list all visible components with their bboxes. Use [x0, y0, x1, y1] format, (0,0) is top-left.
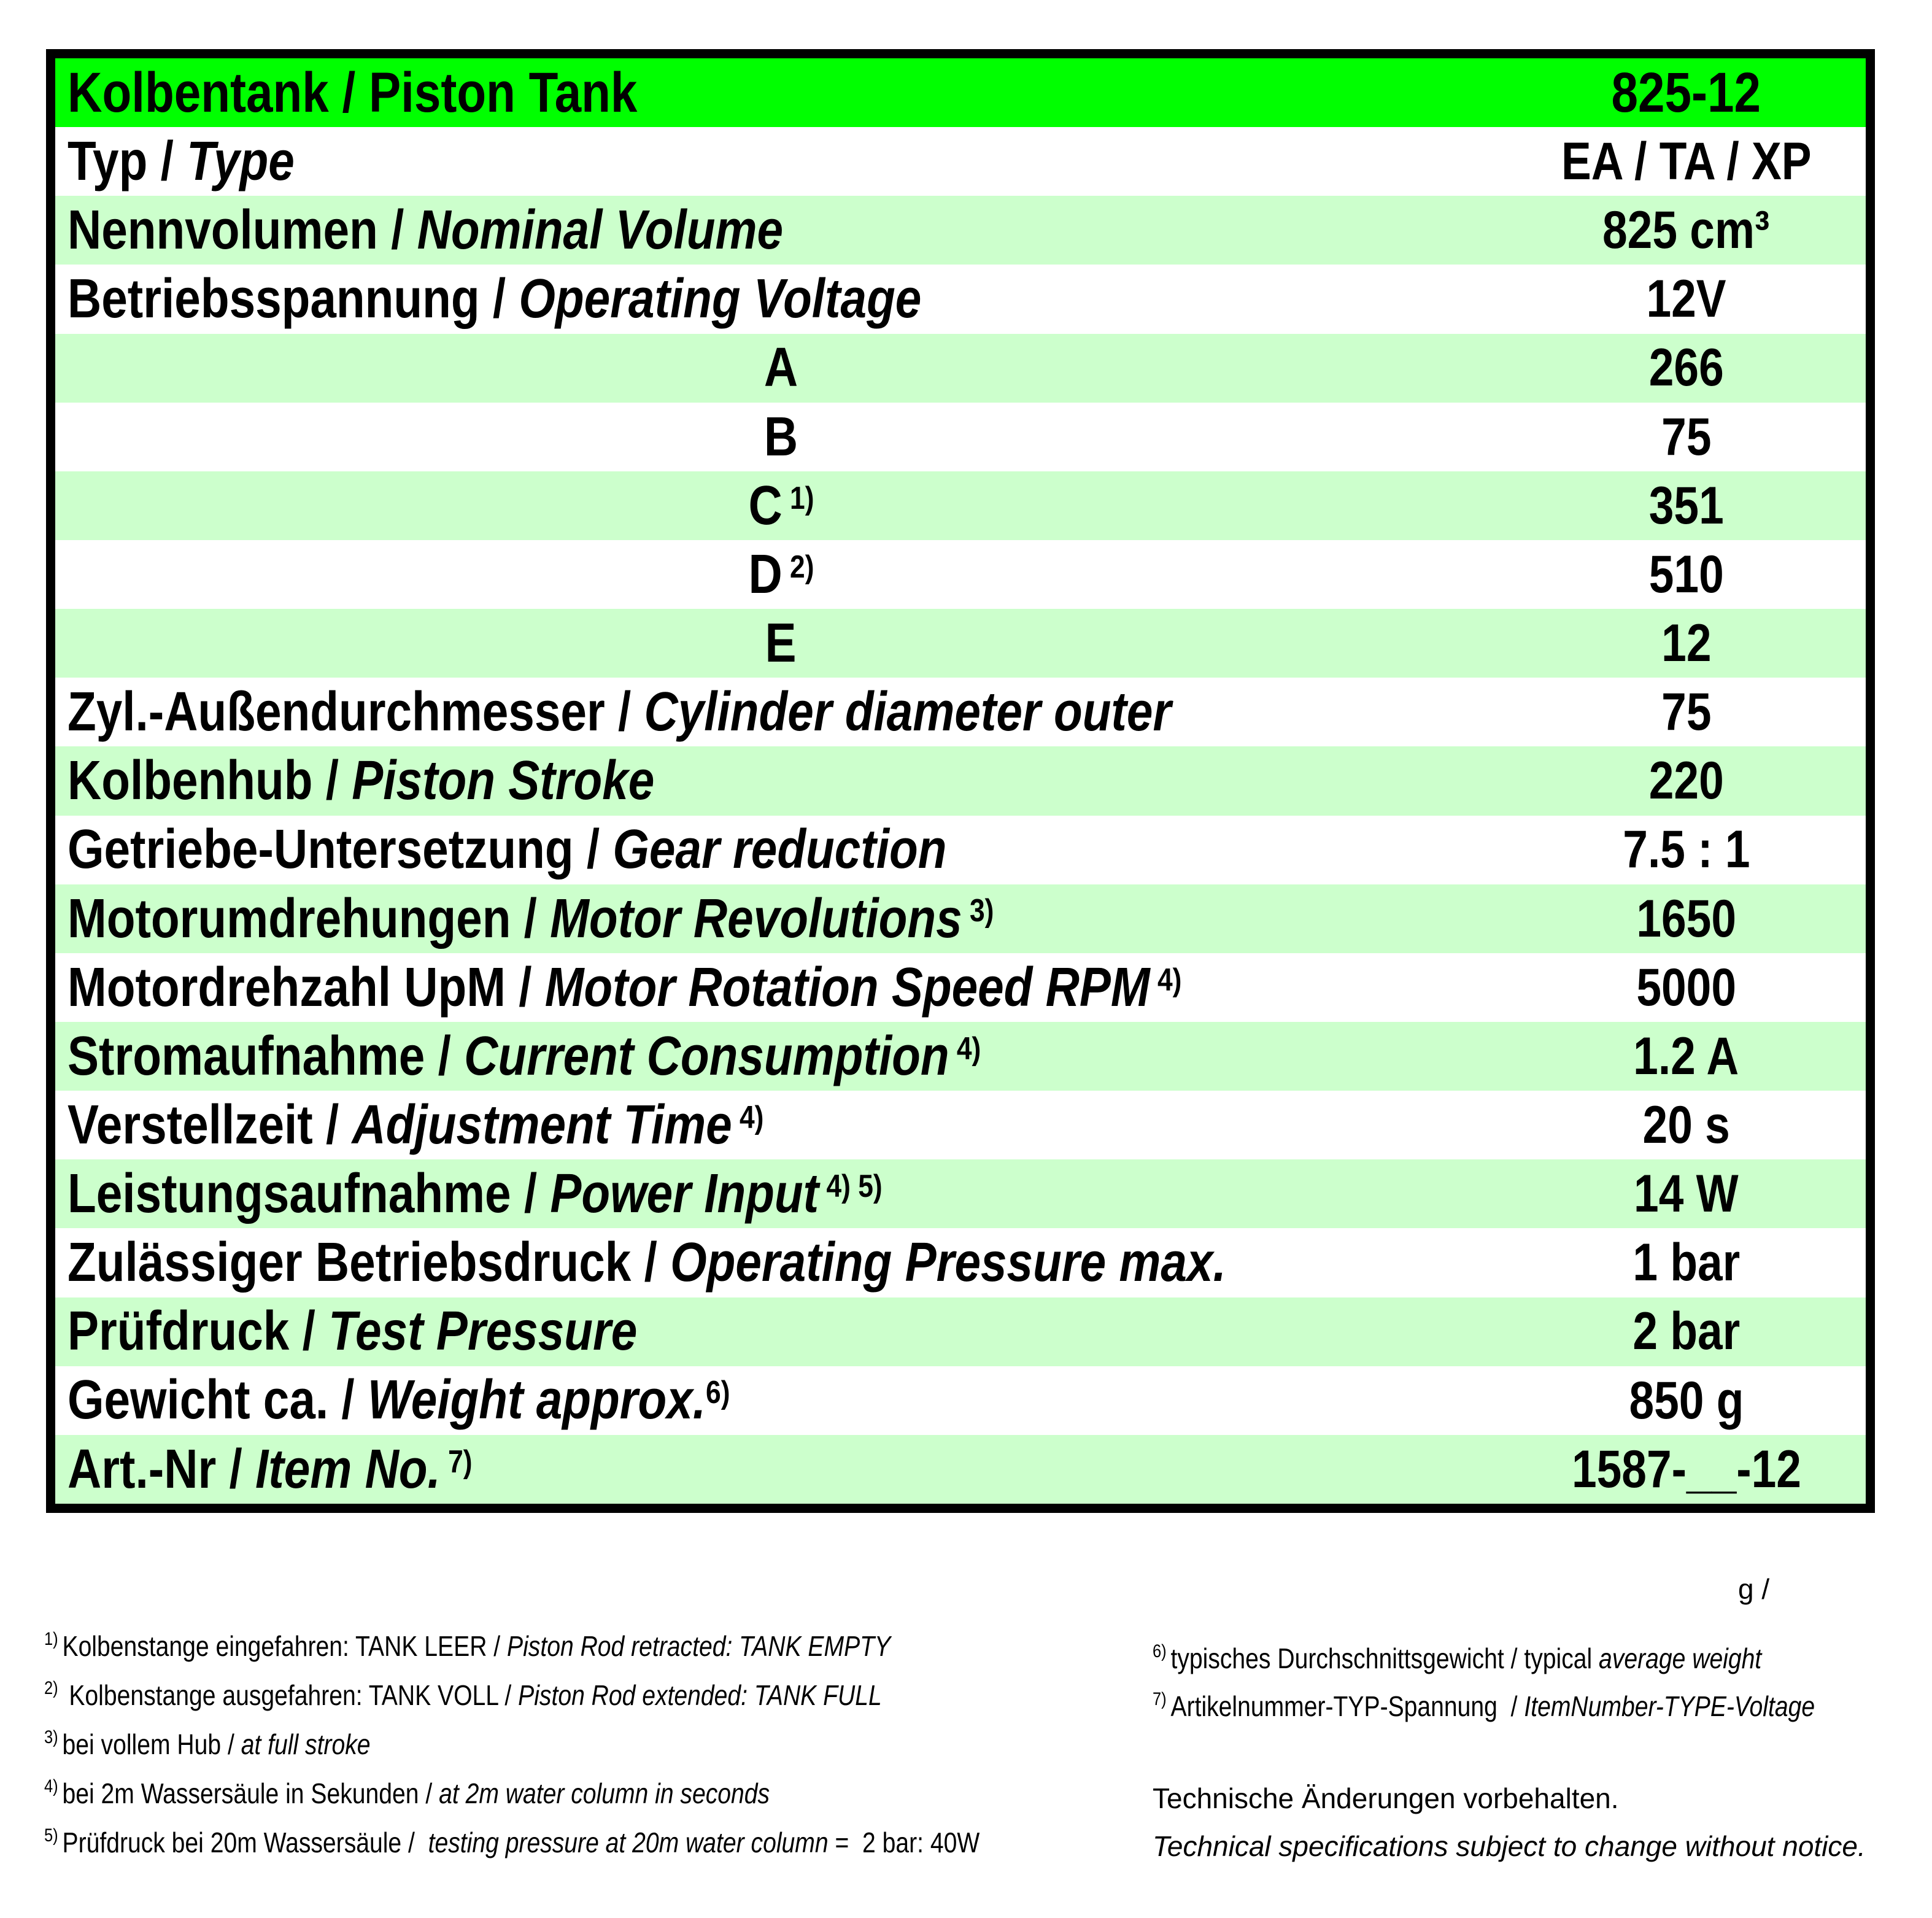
row-label-separator: / [479, 268, 519, 330]
row-value-text: 1587-__-12 [1571, 1439, 1801, 1499]
row-label-en: Operating Voltage [519, 268, 922, 330]
row-value [1507, 338, 1866, 398]
row-value-text: EA / TA / XP [1561, 132, 1812, 191]
row-label-de: A [763, 337, 798, 399]
footnotes-right [1153, 1640, 1926, 1736]
row-label-en: Type [187, 130, 295, 192]
row-label [55, 1302, 1507, 1361]
row-label [55, 270, 1507, 328]
row-label-de: Prüfdruck [68, 1301, 290, 1363]
row-value [1507, 134, 1866, 189]
row-value-text: 75 [1661, 407, 1712, 466]
table-row [55, 678, 1866, 746]
row-label-separator: / [312, 750, 352, 812]
footnote-marker: 4) [44, 1776, 58, 1796]
row-footnote-ref: 4) [1150, 962, 1182, 998]
row-footnote-ref: 7) [440, 1444, 473, 1480]
row-label [55, 752, 1507, 810]
table-row [55, 265, 1866, 333]
row-label-en: Test Pressure [328, 1301, 638, 1363]
row-value-text: 5000 [1636, 957, 1736, 1017]
row-value-text: 12 [1661, 614, 1712, 673]
footnote-text-italic: testing pressure at 20m water column [421, 1827, 829, 1858]
footnote-marker: 1) [44, 1629, 58, 1649]
page-title: Kolbentank / Piston Tank [68, 61, 638, 124]
row-value-text: 75 [1661, 683, 1712, 742]
row-label-de: Zulässiger Betriebsdruck [68, 1232, 632, 1294]
row-label-de: Kolbenhub [68, 750, 313, 812]
row-value [1507, 751, 1866, 811]
row-label-de: Leistungsaufnahme [68, 1163, 511, 1225]
table-row [55, 816, 1866, 884]
footnote-text-italic: Piston Rod retracted: TANK EMPTY [507, 1630, 891, 1662]
row-value [1507, 1164, 1866, 1224]
row-footnote-ref: 6) [706, 1375, 730, 1411]
row-label-separator: / [216, 1438, 256, 1500]
row-value [1507, 271, 1866, 327]
table-row [55, 1228, 1866, 1297]
footnote-marker: 2) [44, 1678, 58, 1698]
row-label-separator: / [573, 819, 613, 881]
row-label-en: Motor Revolutions [550, 887, 962, 949]
row-label [55, 408, 1507, 466]
table-row [55, 1022, 1866, 1091]
change-notice-de: Technische Änderungen vorbehalten. [1153, 1782, 1619, 1814]
row-value [1507, 957, 1866, 1017]
footnote-text: Kolbenstange eingefahren: TANK LEER / [62, 1630, 508, 1662]
row-label-de: B [763, 406, 798, 468]
row-label-de: C [748, 474, 782, 536]
table-row [55, 1435, 1866, 1504]
table-row [55, 746, 1866, 815]
row-value [1507, 544, 1866, 604]
row-label-de: Getriebe-Untersetzung [68, 819, 574, 881]
footnote-marker: 5) [44, 1825, 58, 1846]
row-label-en: Adjustment Time [352, 1094, 732, 1156]
footnote-marker: 6) [1153, 1641, 1167, 1661]
row-label-separator: / [289, 1301, 329, 1363]
table-row [55, 334, 1866, 403]
clipped-text: g / [1738, 1573, 1770, 1605]
footnote-text: Kolbenstange ausgefahren: TANK VOLL / [62, 1679, 519, 1711]
row-footnote-ref: 3) [962, 893, 994, 929]
row-footnote-ref: 4) 5) [819, 1169, 883, 1205]
row-label [55, 1027, 1507, 1086]
row-label [55, 1096, 1507, 1154]
row-footnote-ref: 2) [782, 549, 814, 585]
footnotes-left [44, 1628, 1038, 1873]
footnote-line [44, 1677, 1038, 1726]
row-label-en: Item No. [255, 1438, 441, 1500]
row-value [1507, 684, 1866, 740]
row-value-text: 1.2 A [1633, 1026, 1739, 1086]
footnote-line [44, 1824, 1038, 1873]
row-label [55, 201, 1507, 260]
row-value-text: 351 [1648, 476, 1724, 535]
footnote-marker: 3) [44, 1727, 58, 1747]
clipped-text-fragment [1738, 1573, 1842, 1611]
row-label-separator: / [377, 199, 417, 261]
footnote-line [1153, 1688, 1926, 1736]
row-value-text: 7.5 : 1 [1622, 820, 1750, 880]
row-value [1507, 1304, 1866, 1359]
row-value [1507, 1026, 1866, 1086]
table-row [55, 127, 1866, 196]
row-value [1507, 1439, 1866, 1499]
row-value-text: 14 W [1634, 1164, 1739, 1224]
row-label-en: Power Input [550, 1163, 819, 1225]
change-notice [1153, 1783, 1866, 1879]
row-label [55, 130, 1507, 192]
row-value-text: 266 [1648, 338, 1724, 398]
footnote-text: Artikelnummer-TYP-Spannung / [1170, 1690, 1524, 1722]
row-label-de: Motordrehzahl UpM [68, 956, 506, 1018]
footnote-text-italic: at full stroke [241, 1728, 371, 1760]
row-footnote-ref: 1) [782, 480, 814, 516]
row-label-de: E [765, 612, 797, 674]
row-label [55, 614, 1507, 673]
footnote-line [44, 1726, 1038, 1775]
row-value-text: 825 cm³ [1602, 201, 1770, 260]
row-value-text: 1 bar [1633, 1233, 1740, 1293]
footnote-text-italic: Piston Rod extended: TANK FULL [518, 1679, 882, 1711]
row-value [1507, 891, 1866, 946]
table-row [55, 1366, 1866, 1435]
table-row [55, 471, 1866, 540]
table-row [55, 609, 1866, 678]
row-value [1507, 820, 1866, 880]
table-header-model-cell [1507, 63, 1866, 123]
row-label [55, 956, 1507, 1018]
row-value [1507, 1233, 1866, 1293]
footnote-text-italic: average weight [1599, 1642, 1762, 1674]
row-value [1507, 1097, 1866, 1153]
footnote-text: Prüfdruck bei 20m Wassersäule / [62, 1827, 422, 1858]
row-label [55, 474, 1507, 536]
row-value [1507, 616, 1866, 671]
row-label-en: Weight approx. [367, 1369, 706, 1431]
row-label-de: Typ [68, 130, 148, 192]
row-label-de: Nennvolumen [68, 199, 378, 261]
row-label [55, 1440, 1507, 1499]
row-label [55, 887, 1507, 949]
row-value-text: 220 [1648, 751, 1724, 811]
footnote-text: bei vollem Hub / [62, 1728, 241, 1760]
row-label-separator: / [605, 681, 644, 743]
row-label-separator: / [511, 1163, 551, 1225]
row-label [55, 1371, 1507, 1429]
row-value [1507, 478, 1866, 533]
table-row [55, 953, 1866, 1022]
row-label-de: D [748, 543, 782, 605]
change-notice-en: Technical specifications subject to change without notice. [1153, 1830, 1866, 1862]
row-value-text: 2 bar [1633, 1302, 1740, 1361]
row-value-text: 20 s [1642, 1096, 1730, 1155]
footnote-line [44, 1775, 1038, 1824]
row-label-en: Piston Stroke [352, 750, 655, 812]
footnote-text: typisches Durchschnittsgewicht / typical [1170, 1642, 1599, 1674]
table-row [55, 196, 1866, 265]
footnote-text-italic: at 2m water column in seconds [439, 1777, 770, 1809]
table-row [55, 403, 1866, 471]
table-row [55, 540, 1866, 609]
footnote-text: bei 2m Wassersäule in Sekunden / [62, 1777, 439, 1809]
row-label [55, 683, 1507, 741]
model-number: 825-12 [1611, 61, 1761, 124]
row-label-de: Gewicht ca. [68, 1369, 329, 1431]
row-label [55, 821, 1507, 879]
footnote-text-tail: = 2 bar: 40W [828, 1827, 980, 1858]
row-label-separator: / [328, 1369, 368, 1431]
row-label-de: Art.-Nr [68, 1438, 217, 1500]
row-label-en: Current Consumption [464, 1025, 949, 1087]
footnote-marker: 7) [1153, 1689, 1167, 1709]
row-footnote-ref: 4) [949, 1031, 981, 1067]
row-label-separator: / [147, 130, 187, 192]
row-value-text: 1650 [1636, 889, 1736, 948]
table-row [55, 1159, 1866, 1228]
row-label-de: Verstellzeit [68, 1094, 313, 1156]
row-value-text: 850 g [1629, 1371, 1744, 1430]
row-label [55, 1234, 1507, 1292]
table-row [55, 1091, 1866, 1159]
footnote-line [1153, 1640, 1926, 1688]
table-header-title-cell [55, 63, 1507, 123]
row-footnote-ref: 4) [732, 1099, 764, 1135]
row-label [55, 543, 1507, 605]
row-value [1507, 409, 1866, 465]
table-row [55, 884, 1866, 953]
row-value [1507, 203, 1866, 258]
row-label-separator: / [505, 956, 545, 1018]
footnote-line [44, 1628, 1038, 1677]
row-label [55, 1165, 1507, 1223]
row-value-text: 510 [1648, 544, 1724, 604]
row-label-en: Cylinder diameter outer [644, 681, 1172, 743]
row-label-en: Operating Pressure max. [670, 1232, 1226, 1294]
row-label-de: Stromaufnahme [68, 1025, 425, 1087]
row-value-text: 12V [1646, 269, 1726, 329]
row-label-de: Motorumdrehungen [68, 887, 511, 949]
row-label-en: Nominal Volume [417, 199, 784, 261]
row-label-en: Motor Rotation Speed RPM [544, 956, 1150, 1018]
row-label-de: Betriebsspannung [68, 268, 480, 330]
row-label-separator: / [312, 1094, 352, 1156]
row-value [1507, 1373, 1866, 1428]
row-label-separator: / [425, 1025, 465, 1087]
table-header-row [55, 58, 1866, 127]
row-label-separator: / [631, 1232, 671, 1294]
spec-table [46, 49, 1875, 1513]
row-label-de: Zyl.-Außendurchmesser [68, 681, 605, 743]
row-label-en: Gear reduction [612, 819, 947, 881]
table-row [55, 1297, 1866, 1366]
row-label-separator: / [511, 887, 551, 949]
row-label [55, 339, 1507, 397]
footnote-text-italic: ItemNumber-TYPE-Voltage [1524, 1690, 1815, 1722]
